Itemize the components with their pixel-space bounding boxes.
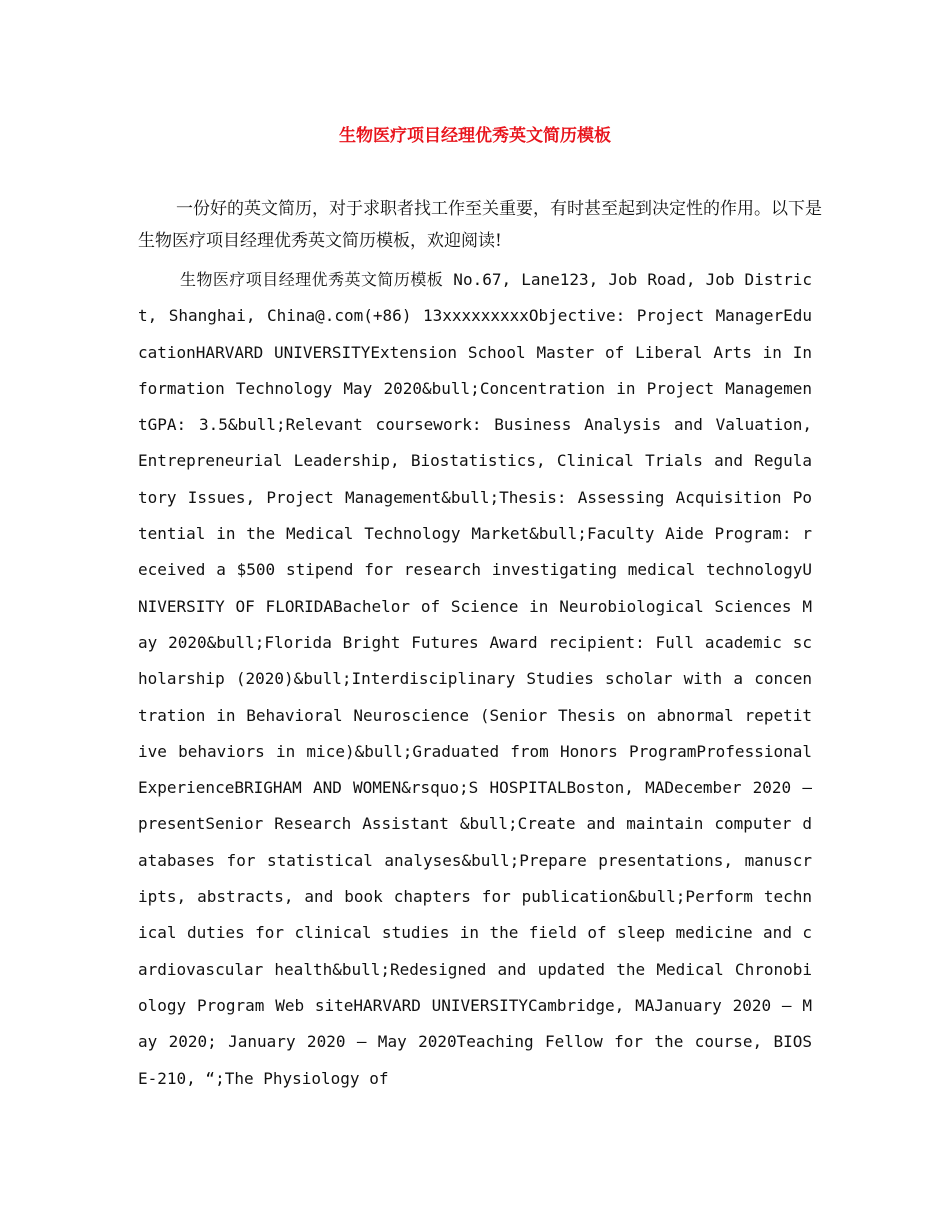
document-title: 生物医疗项目经理优秀英文简历模板 [339, 126, 611, 146]
intro-paragraph: 一份好的英文简历，对于求职者找工作至关重要，有时甚至起到决定性的作用。以下是生物医疗项目经理优秀英文简历模板，欢迎阅读! [138, 199, 822, 251]
resume-body-text: 生物医疗项目经理优秀英文简历模板 No.67, Lane123, Job Road, Job District, Shanghai, China@.com(+86) 13xxxxxxxxxObjective: Project ManagerEducationHARVARD UNIVERSITYExtension School Master of Liberal Arts in Information Technology May 2020&bull;Concentration in Project ManagementGPA: 3.5&bull;Relevant coursework: Business Analysis and Valuation, Entrepreneurial Leadership, Biostatistics, Clinical Trials and Regulatory Issues, Project Management&bull;Thesis: Assessing Acquisition Potential in the Medical Technology Market&bull;Faculty Aide Program: received a $500 stipend for research investigating medical technologyUNIVERSITY OF FLORIDABachelor of Science in Neurobiological Sciences May 2020&bull;Florida Bright Futures Award recipient: Full academic scholarship (2020)&bull;Interdisciplinary Studies scholar with a concentration in Behavioral Neuroscience (Senior Thesis on abnormal repetitive behaviors in mice)&bull;Graduated from Honors ProgramProfessional ExperienceBRIGHAM AND WOMEN&rsquo;S HOSPITALBoston, MADecember 2020 – presentSenior Research Assistant &bull;Create and maintain computer databases for statistical analyses&bull;Prepare presentations, manuscripts, abstracts, and book chapters for publication&bull;Perform technical duties for clinical studies in the field of sleep medicine and cardiovascular health&bull;Redesigned and updated the Medical Chronobiology Program Web siteHARVARD UNIVERSITYCambridge, MAJanuary 2020 – May 2020; January 2020 – May 2020Teaching Fellow for the course, BIOS E-210, “;The Physiology of [138, 270, 812, 1088]
